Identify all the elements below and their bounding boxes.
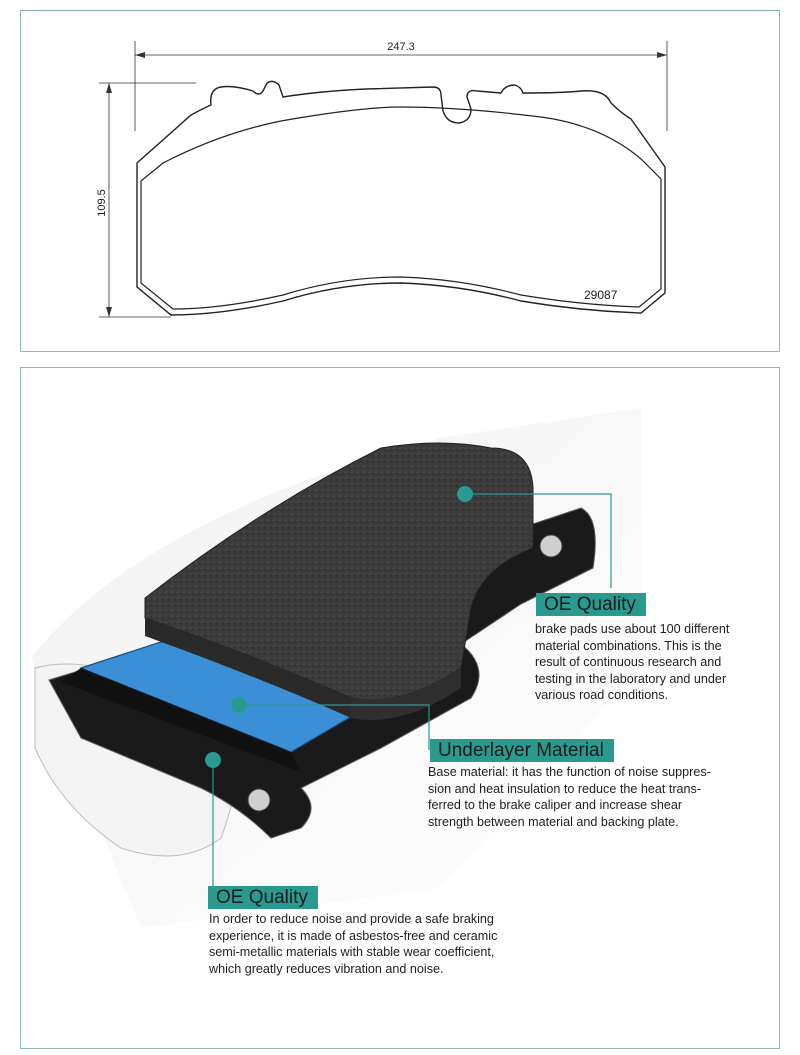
width-dimension-label: 247.3	[387, 41, 415, 53]
callout-title-underlayer-material: Underlayer Material	[430, 739, 614, 762]
part-number-label: 29087	[584, 288, 618, 302]
height-dimension-label: 109.5	[96, 189, 108, 217]
callout-title-oe-quality: OE Quality	[536, 593, 646, 616]
callout-text-underlayer-material: Base material: it has the function of noise suppres- sion and heat insulation to reduce the heat trans- ferred to the brake caliper and increase shear strength between material and backing plate.	[428, 765, 711, 829]
width-dimension	[135, 41, 667, 131]
technical-drawing-panel	[20, 10, 780, 352]
brake-pad-outline-drawing	[21, 11, 779, 351]
friction-material-outline	[141, 107, 661, 309]
callout-text-oe-quality-materials: In order to reduce noise and provide a safe braking experience, it is made of asbestos-free and ceramic semi-metallic materials with stable wear coefficient, which greatly reduces vibration and noise.	[209, 912, 498, 976]
backing-plate-outline	[137, 81, 665, 315]
height-dimension	[96, 83, 196, 317]
callout-text-oe-quality: brake pads use about 100 different material combinations. This is the result of continuous research and testing in the laboratory and under various road conditions.	[535, 622, 730, 702]
callout-title-oe-quality-materials: OE Quality	[208, 886, 318, 909]
